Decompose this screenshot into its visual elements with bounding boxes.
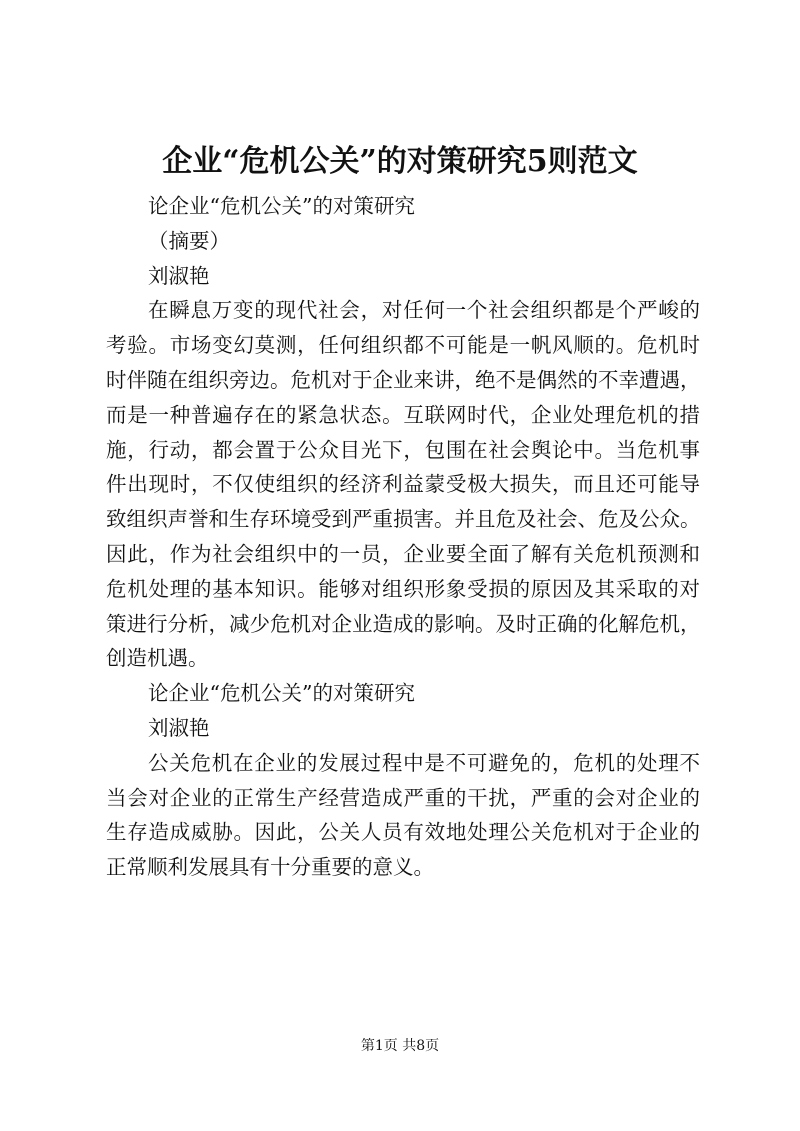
- abstract-paragraph-line: 施，行动，都会置于公众目光下，包围在社会舆论中。当危机事: [106, 437, 700, 462]
- abstract-paragraph-line: 在瞬息万变的现代社会，对任何一个社会组织都是个严峻的: [148, 298, 700, 323]
- body-paragraph-line: 生存造成威胁。因此，公关人员有效地处理公关危机对于企业的: [106, 820, 700, 845]
- abstract-paragraph-line: 考验。市场变幻莫测，任何组织都不可能是一帆风顺的。危机时: [106, 333, 700, 358]
- abstract-paragraph-line: 创造机遇。: [106, 646, 209, 671]
- section-title: 论企业“危机公关”的对策研究: [148, 681, 415, 706]
- document-title: 企业“危机公关”的对策研究5则范文: [162, 144, 638, 179]
- author-name: 刘淑艳: [148, 263, 210, 288]
- abstract-paragraph-line: 因此，作为社会组织中的一员，企业要全面了解有关危机预测和: [106, 541, 700, 566]
- body-paragraph-line: 公关危机在企业的发展过程中是不可避免的，危机的处理不: [148, 750, 700, 775]
- abstract-paragraph-line: 致组织声誉和生存环境受到严重损害。并且危及社会、危及公众。: [106, 507, 700, 532]
- article-subtitle: 论企业“危机公关”的对策研究: [148, 194, 415, 218]
- body-paragraph-line: 正常顺利发展具有十分重要的意义。: [106, 855, 434, 880]
- page-footer: 第1页 共8页: [360, 1038, 440, 1054]
- abstract-paragraph-line: 时伴随在组织旁边。危机对于企业来讲，绝不是偶然的不幸遭遇，: [106, 367, 700, 392]
- abstract-paragraph-line: 策进行分析，减少危机对企业造成的影响。及时正确的化解危机，: [106, 611, 700, 636]
- document-body: [106, 189, 700, 885]
- section-author: 刘淑艳: [148, 715, 210, 740]
- abstract-paragraph-line: 危机处理的基本知识。能够对组织形象受损的原因及其采取的对: [106, 576, 700, 601]
- body-paragraph-line: 当会对企业的正常生产经营造成严重的干扰，严重的会对企业的: [106, 785, 700, 810]
- abstract-paragraph-line: 件出现时，不仅使组织的经济利益蒙受极大损失，而且还可能导: [106, 472, 700, 497]
- abstract-label: （摘要）: [148, 228, 230, 253]
- abstract-paragraph-line: 而是一种普遍存在的紧急状态。互联网时代，企业处理危机的措: [106, 402, 700, 427]
